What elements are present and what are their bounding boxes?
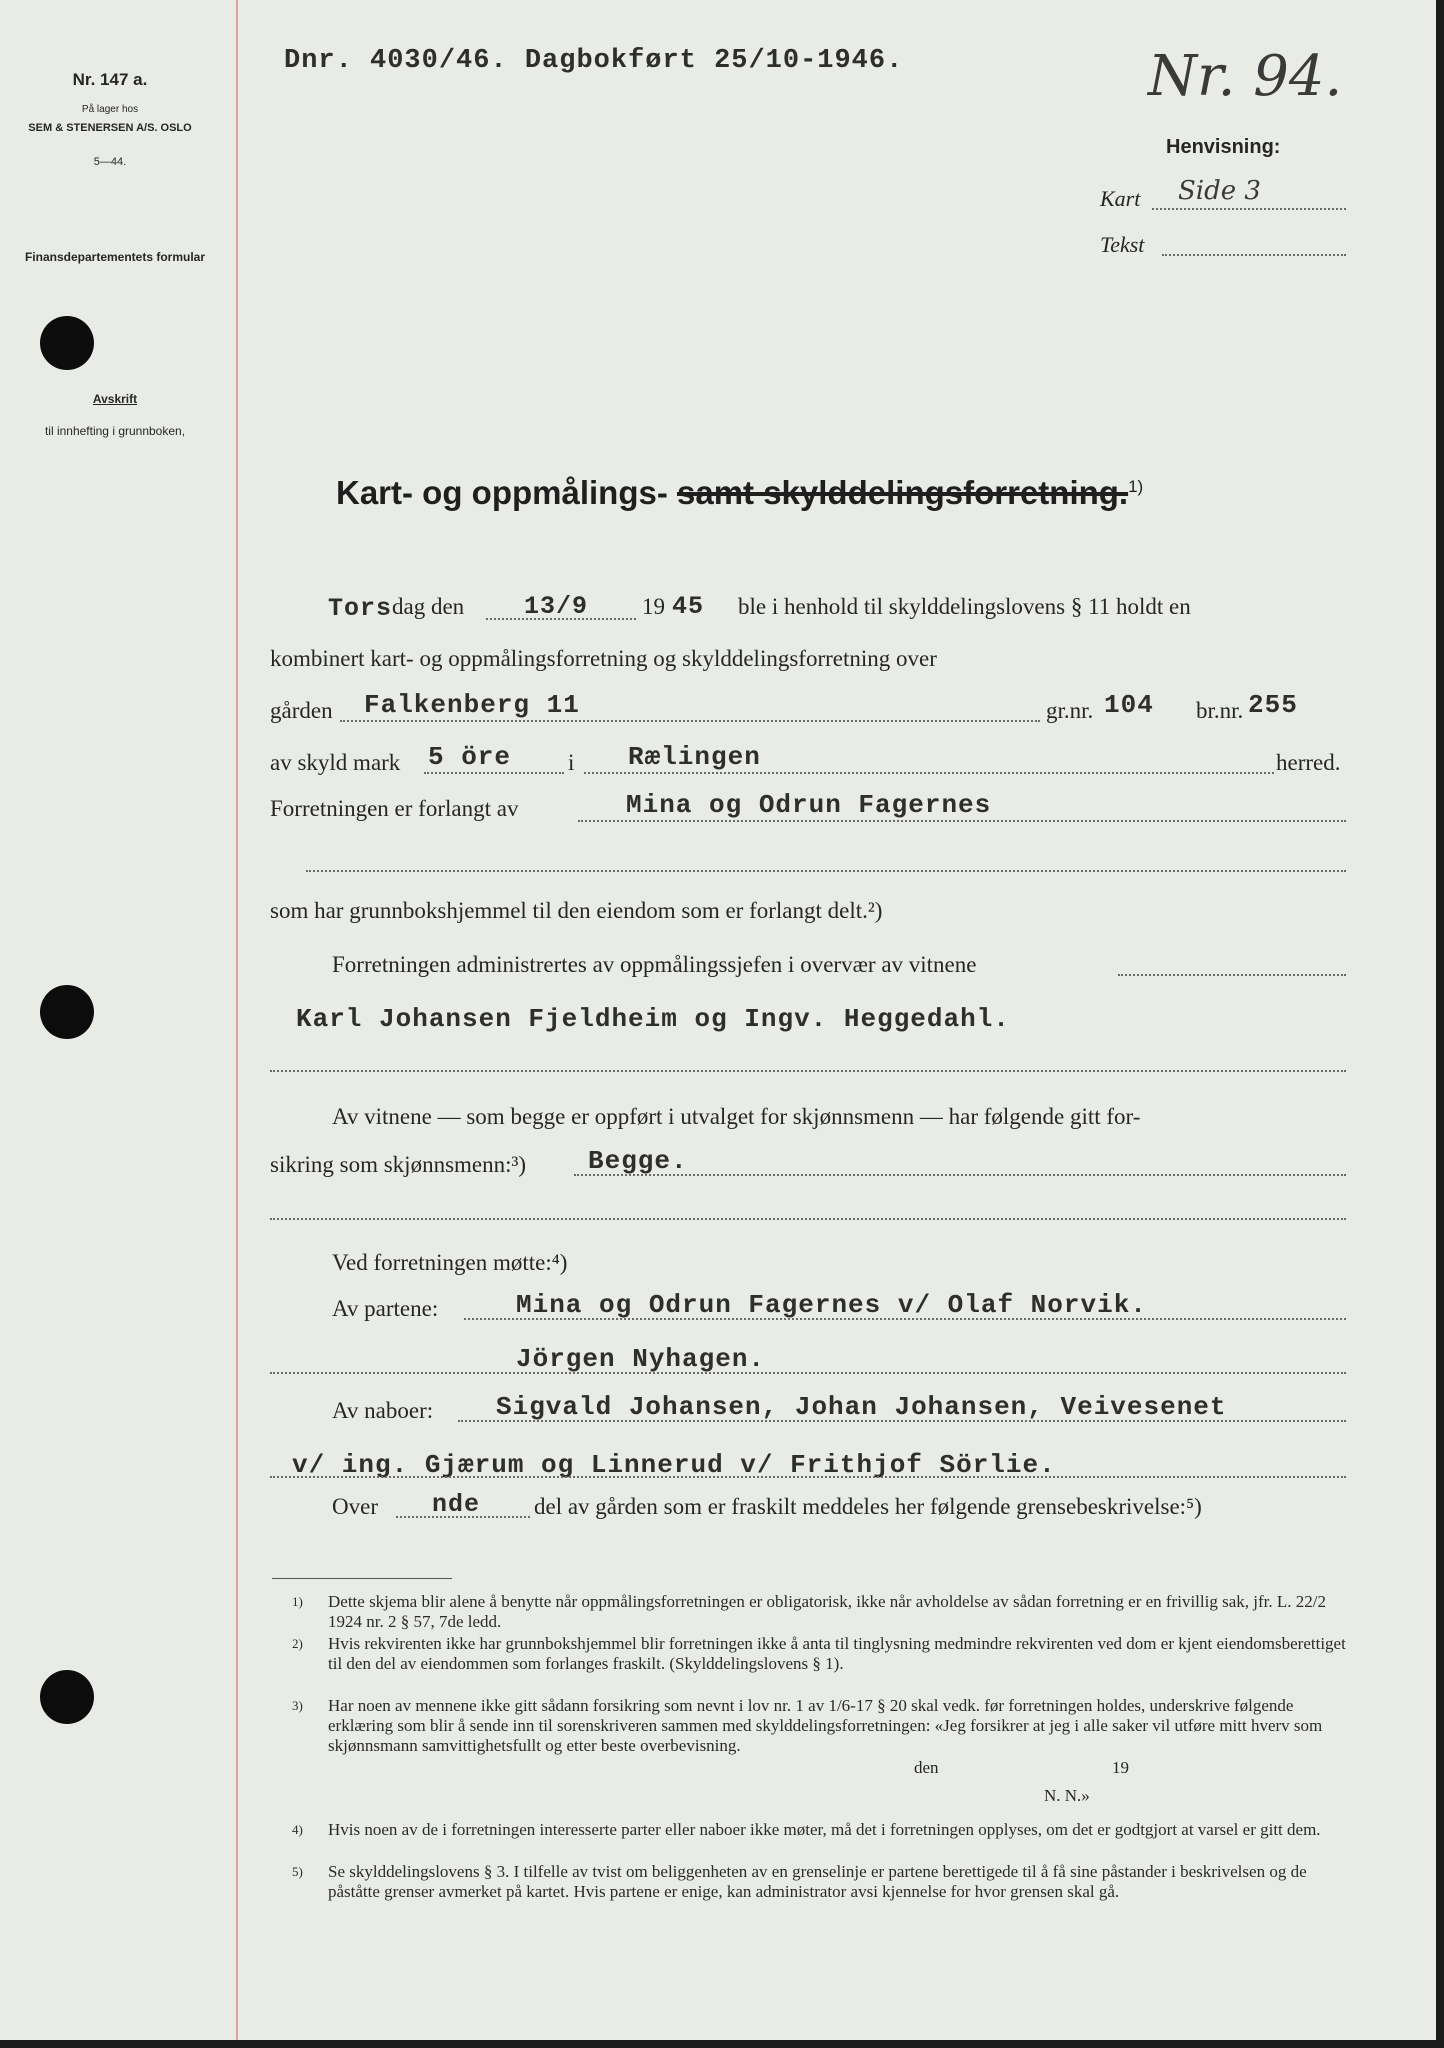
gnr-label: gr.nr.	[1046, 698, 1094, 723]
parties-line-2	[270, 1372, 1346, 1374]
punch-hole	[40, 985, 94, 1039]
neighbours-line-2	[270, 1476, 1346, 1478]
parcel-value: nde	[432, 1490, 481, 1519]
text-field-line	[1162, 254, 1346, 256]
footnote-4: 4) Hvis noen av de i forretningen interesserte parter eller naboer ikke møter, må det i forretningen opplyses, om det er godtgjort at varsel er gitt dem.	[292, 1820, 1321, 1839]
line1-text: ble i henhold til skylddelingslovens § 11 holdt en	[738, 594, 1191, 619]
map-value: Side 3	[1178, 176, 1261, 206]
footnote-2: 2) Hvis rekvirenten ikke har grunnbokshjemmel blir forretningen ikke å anta til tinglysning medmindre rekvirenten ved dom er kjent eiendomsberettiget til den del av eiendommen som forlanges fraskilt. (Skylddelingslovens § 1).	[292, 1634, 1346, 1673]
footnote-3-signature: N. N.»	[1044, 1786, 1090, 1805]
meeting-year: 45	[672, 592, 705, 621]
blank-line	[306, 870, 1346, 872]
blank-line	[270, 1218, 1346, 1220]
journal-number: Dnr. 4030/46. Dagbokført 25/10-1946.	[284, 46, 904, 76]
punch-hole	[40, 1670, 94, 1724]
administration-field-line	[1118, 974, 1346, 976]
meeting-date: 13/9	[524, 592, 589, 621]
parties-label: Av partene:	[332, 1296, 439, 1321]
administration-line: Forretningen administrertes av oppmålingssjefen i overvær av vitnene	[332, 952, 977, 977]
publisher-note: På lager hos	[81, 104, 139, 115]
neighbours-value-2: v/ ing. Gjærum og Linnerud v/ Frithjof Sörlie.	[292, 1450, 1056, 1480]
attendance-heading: Ved forretningen møtte:⁴)	[332, 1250, 568, 1275]
parties-value-1: Mina og Odrun Fagernes v/ Olaf Norvik.	[516, 1290, 1147, 1320]
weekday-prefix: Tors	[328, 594, 393, 623]
margin-rule	[236, 0, 238, 2040]
text-label: Tekst	[1100, 232, 1145, 257]
bnr-label: br.nr.	[1196, 698, 1244, 723]
form-number: Nr. 147 a.	[72, 70, 148, 89]
footnote-5: 5) Se skylddelingslovens § 3. I tilfelle av tvist om beliggenheten av en grenselinje er partene berettigede til å få sine påstander i beskrivelsen og de påståtte grenser avmerket på kartet. Hvis partene er enige, kan administrator avsi kjennelse for hvor grensen skal gå.	[292, 1862, 1307, 1901]
farm-label: gården	[270, 698, 333, 723]
title-footnote-ref: 1)	[1128, 477, 1144, 496]
copy-label-sub: til innhefting i grunnboken,	[44, 424, 186, 438]
parties-value-2: Jörgen Nyhagen.	[516, 1344, 766, 1374]
parcel-label: Over	[332, 1494, 378, 1519]
footnote-rule	[272, 1578, 452, 1579]
year-prefix: 19	[642, 594, 665, 619]
district-line	[584, 772, 1274, 774]
punch-hole	[40, 316, 94, 370]
witness-oath-line: Av vitnene — som begge er oppført i utvalget for skjønnsmenn — har følgende gitt for-	[332, 1104, 1141, 1129]
footnote-3-den: den	[914, 1758, 939, 1777]
line2-text: kombinert kart- og oppmålingsforretning og skylddelingsforretning over	[270, 646, 937, 671]
map-field-line	[1152, 208, 1346, 210]
blank-line	[270, 1070, 1346, 1072]
weekday-suffix: dag den	[392, 594, 465, 619]
bnr-value: 255	[1248, 690, 1298, 720]
footnote-3-year: 19	[1112, 1758, 1129, 1777]
publisher-name: SEM & STENERSEN A/S. OSLO	[28, 122, 192, 134]
requested-by-line	[578, 820, 1346, 822]
farm-name: Falkenberg 11	[364, 690, 580, 720]
gnr-value: 104	[1104, 690, 1154, 720]
parcel-text: del av gården som er fraskilt meddeles her følgende grensebeskrivelse:⁵)	[534, 1494, 1202, 1519]
footnote-3: 3) Har noen av mennene ikke gitt sådann forsikring som nevnt i lov nr. 1 av 1/6-17 § 20 skal vedk. før forretningen holdes, underskrive følgende erklæring som blir å sende inn til sorenskriveren sammen med skylddelingsforretningen: «Jeg forsikrer at jeg i alle saker vil utføre mitt hverv som skjønnsmann samvittighetsfullt og etter beste overbevisning.	[292, 1696, 1323, 1755]
tax-value: 5 öre	[428, 742, 512, 772]
footnote-1: 1) Dette skjema blir alene å benytte når oppmålingsforretningen er obligatorisk, ikke når avholdelse av sådan forretning er en frivillig sak, jfr. L. 22/2 1924 nr. 2 § 57, 7de ledd.	[292, 1592, 1326, 1631]
handwritten-number: Nr. 94.	[1148, 44, 1343, 109]
map-label: Kart	[1100, 186, 1141, 211]
district-value: Rælingen	[628, 742, 761, 772]
in-label: i	[568, 750, 575, 775]
department-label: Finansdepartementets formular	[24, 250, 206, 264]
requested-by-label: Forretningen er forlangt av	[270, 796, 519, 821]
tax-line	[424, 772, 564, 774]
title-main: Kart- og oppmålings-	[336, 474, 668, 511]
requested-by-value: Mina og Odrun Fagernes	[626, 790, 992, 820]
form-date-code: 5—44.	[93, 156, 127, 168]
reference-heading: Henvisning:	[1166, 136, 1281, 158]
title-struck: samt skylddelingsforretning.	[677, 474, 1129, 511]
district-label: herred.	[1276, 750, 1341, 775]
tax-label: av skyld mark	[270, 750, 401, 775]
title-holder-line: som har grunnbokshjemmel til den eiendom som er forlangt delt.²)	[270, 898, 883, 923]
form-title	[336, 474, 1143, 512]
witness-oath-value: Begge.	[588, 1146, 688, 1176]
copy-label: Avskrift	[92, 392, 138, 406]
neighbours-label: Av naboer:	[332, 1398, 434, 1423]
witness-oath-label: sikring som skjønnsmenn:³)	[270, 1152, 527, 1177]
witness-oath-field	[574, 1174, 1346, 1176]
neighbours-value-1: Sigvald Johansen, Johan Johansen, Veivesenet	[496, 1392, 1227, 1422]
witness-names: Karl Johansen Fjeldheim og Ingv. Heggedahl.	[296, 1004, 1010, 1034]
farm-line	[340, 720, 1040, 722]
